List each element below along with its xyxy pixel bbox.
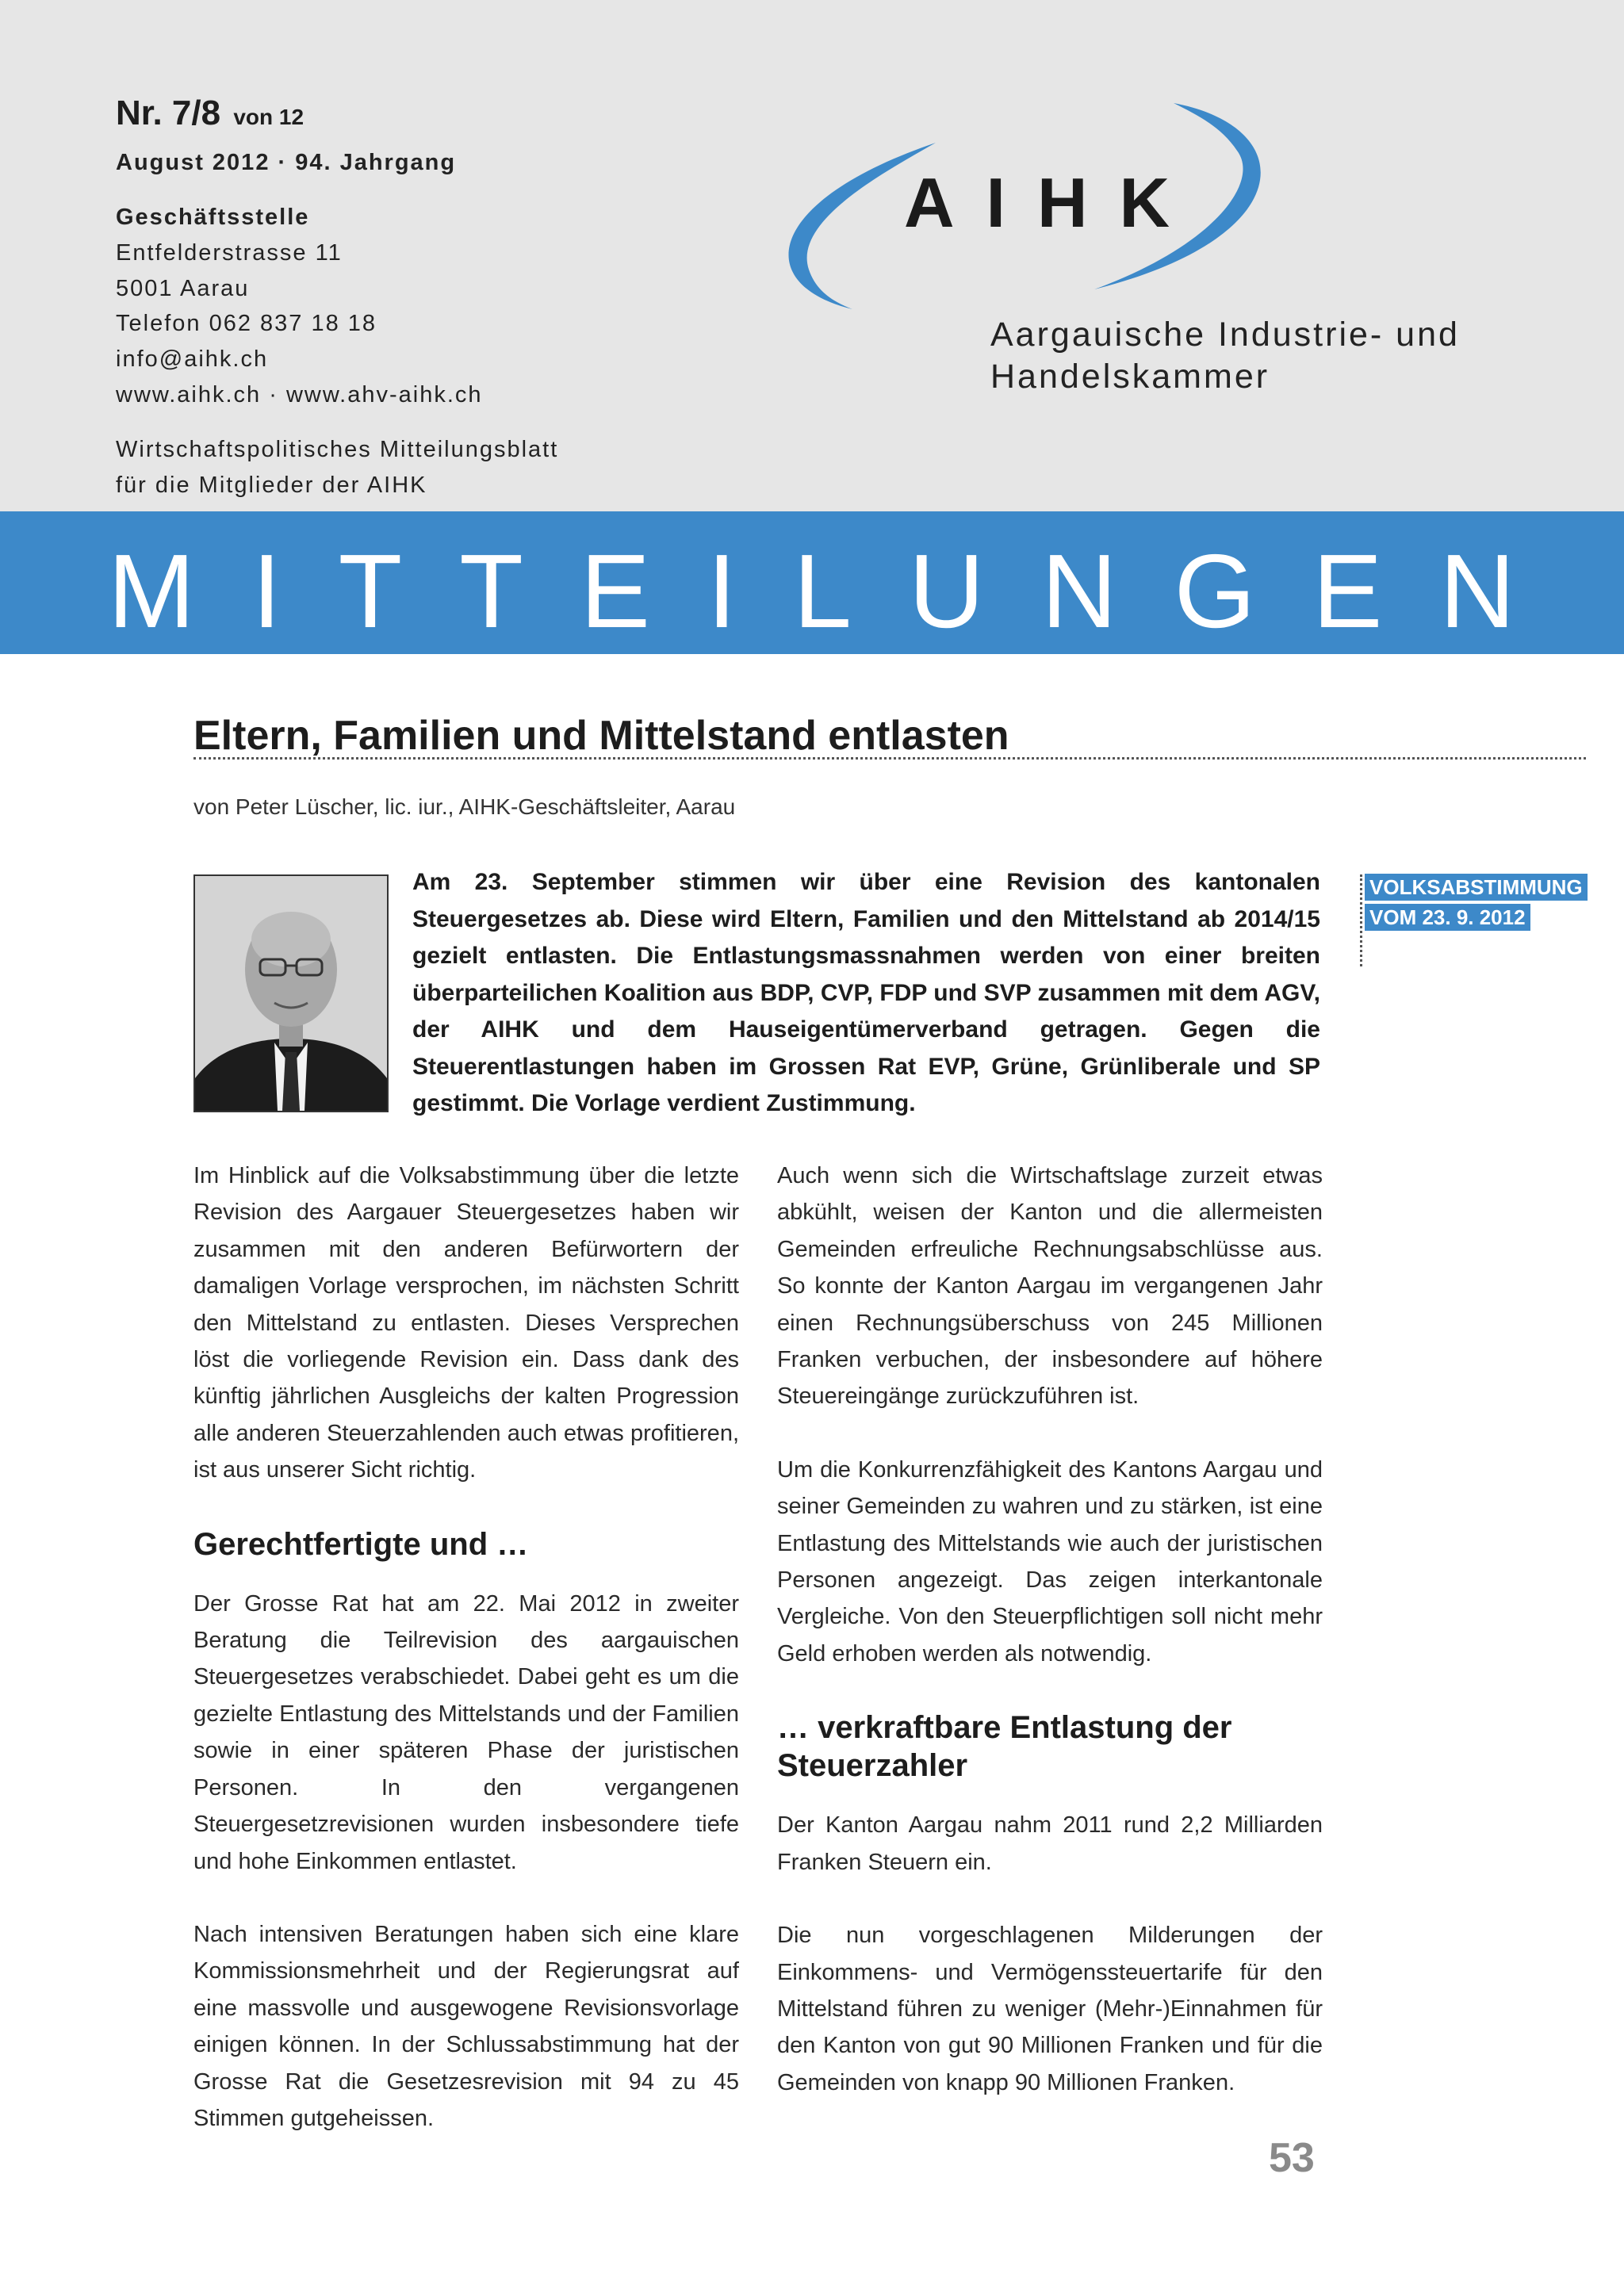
issue-of: von 12	[233, 105, 304, 129]
article-byline: von Peter Lüscher, lic. iur., AIHK-Geschäftsleiter, Aarau	[193, 794, 736, 819]
right-subheading: … verkraftbare Entlastung der Steuerzahler	[777, 1710, 1232, 1784]
tagline-1: Wirtschaftspolitisches Mitteilungsblatt	[116, 437, 559, 462]
left-subheading: Gerechtfertigte und …	[193, 1526, 529, 1562]
article-lead: Am 23. September stimmen wir über eine Revision des kantonalen Steuergesetzes ab. Diese wird Eltern, Familien und den Mittelstand ab 2014/15 gezielt entlasten. Die Entlastungsmassnahmen werden von einer breiten überparteilichen Koalition aus BDP, CVP, FDP und SVP zusammen mit dem AGV, der AIHK und dem Hauseigentümerverband getragen. Gegen die Steuerentlastungen haben im Grossen Rat EVP, Grüne, Grünliberale und SP gestimmt. Die Vorlage verdient Zustimmung.	[412, 869, 1320, 1116]
organisation-name-line-1: Aargauische Industrie- und	[990, 316, 1460, 354]
issue-label: Nr. 7/8	[116, 94, 221, 132]
page-number: 53	[1269, 2135, 1315, 2181]
organisation-name	[990, 314, 1460, 398]
portrait-image-icon	[195, 876, 387, 1111]
right-paragraph-1: Auch wenn sich die Wirtschaftslage zurzeit etwas abkühlt, weisen der Kanton und die allermeisten Gemeinden erfreuliche Rechnungsabschlüsse aus. So konnte der Kanton Aargau im vergangenen Jahr einen Rechnungsüberschuss von 245 Millionen Franken verbuchen, der insbesondere auf höhere Steuereingänge zurückzuführen ist.	[777, 1163, 1323, 1410]
email-link[interactable]: info@aihk.ch	[116, 346, 269, 372]
right-paragraph-3: Der Kanton Aargau nahm 2011 rund 2,2 Milliarden Franken Steuern ein.	[777, 1812, 1323, 1875]
headline-divider	[193, 757, 1586, 760]
right-paragraph-4: Die nun vorgeschlagenen Milderungen der Einkommens- und Vermögenssteuertarife für den Mittelstand führen zu weniger (Mehr-)Einnahmen für den Kanton von gut 90 Millionen Franken und für die Gemeinden von knapp 90 Millionen Franken.	[777, 1923, 1323, 2095]
tagline-2: für die Mitglieder der AIHK	[116, 473, 427, 498]
author-photo	[193, 874, 389, 1112]
street: Entfelderstrasse 11	[116, 240, 343, 266]
vote-tag-line-2: VOM 23. 9. 2012	[1365, 904, 1530, 931]
logo-text: AIHK	[904, 163, 1202, 242]
left-paragraph-3: Nach intensiven Beratungen haben sich eine klare Kommissionsmehrheit und der Regierungsrat auf eine massvolle und ausgewogene Revisionsvorlage einigen können. In der Schlussabstimmung hat der Grosse Rat die Gesetzesrevision mit 94 zu 45 Stimmen gutgeheissen.	[193, 1921, 739, 2131]
left-paragraph-1: Im Hinblick auf die Volksabstimmung über die letzte Revision des Aargauer Steuergesetzes haben wir zusammen mit den anderen Befürwortern der damaligen Vorlage versprochen, im nächsten Schritt den Mittelstand zu entlasten. Dieses Versprechen löst die vorliegende Revision ein. Dass dank des künftig jährlichen Ausgleichs der kalten Progression alle anderen Steuerzahlenden auch etwas profitieren, ist aus unserer Sicht richtig.	[193, 1163, 739, 1483]
phone: Telefon 062 837 18 18	[116, 311, 377, 336]
left-column	[193, 1158, 739, 2137]
banner-title: MITTEILUNGEN	[108, 533, 1572, 649]
left-paragraph-2: Der Grosse Rat hat am 22. Mai 2012 in zweiter Beratung die Teilrevision des aargauischen Steuergesetzes verabschiedet. Dabei geht es um die gezielte Entlastung des Mittelstands und der Familien sowie in einer späteren Phase der juristischen Personen. In den vergangenen Steuergesetzrevisionen wurden insbesondere tiefe und hohe Einkommen entlastet.	[193, 1590, 739, 1874]
vote-tag-line-1: VOLKSABSTIMMUNG	[1365, 874, 1588, 901]
issue-number	[116, 94, 304, 133]
right-paragraph-2: Um die Konkurrenzfähigkeit des Kantons Aargau und seiner Gemeinden zu wahren und zu stärken, ist eine Entlastung des Mittelstands wie auch der juristischen Personen angezeigt. Das zeigen interkantonale Vergleiche. Von den Steuerpflichtigen soll nicht mehr Geld erhoben werden als notwendig.	[777, 1456, 1323, 1667]
date-line: August 2012 · 94. Jahrgang	[116, 150, 457, 175]
city: 5001 Aarau	[116, 276, 250, 301]
tag-divider	[1360, 874, 1362, 966]
organisation-name-line-2: Handelskammer	[990, 358, 1270, 396]
article-headline: Eltern, Familien und Mittelstand entlasten	[193, 713, 1009, 759]
websites-link[interactable]: www.aihk.ch · www.ahv-aihk.ch	[116, 382, 483, 408]
right-column	[777, 1158, 1323, 2101]
office-label: Geschäftsstelle	[116, 205, 310, 230]
